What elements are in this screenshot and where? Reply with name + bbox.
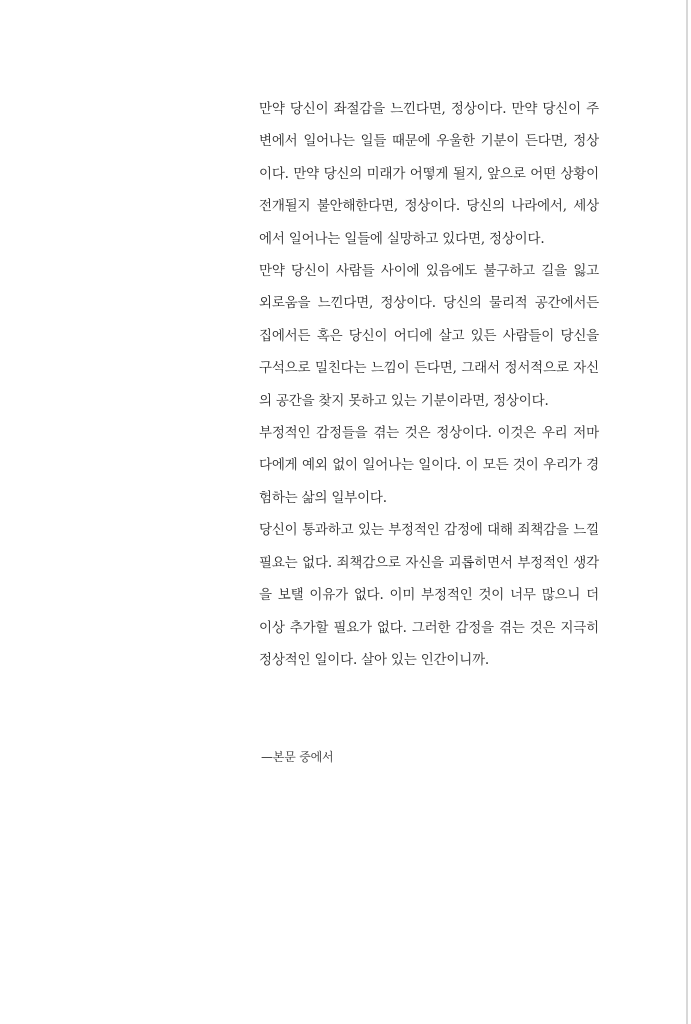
paragraph-4: 당신이 통과하고 있는 부정적인 감정에 대해 죄책감을 느낄 필요는 없다. 죄책감으로 자신을 괴롭히면서 부정적인 생각을 보탤 이유가 없다. 이미 부정적인 것이 너무 많으니 더 이상 추가할 필요가 없다. 그러한 감정을 겪는 것은 지극히 정상적인 일이다. 살아 있는 인간이니까. xyxy=(259,522,599,668)
paragraph-3: 부정적인 감정들을 겪는 것은 정상이다. 이것은 우리 저마다에게 예외 없이 일어나는 일이다. 이 모든 것이 우리가 경험하는 삶의 일부이다. xyxy=(259,425,599,506)
paragraph-1: 만약 당신이 좌절감을 느낀다면, 정상이다. 만약 당신이 주변에서 일어나는 일들 때문에 우울한 기분이 든다면, 정상이다. 만약 당신의 미래가 어떻게 될지, 앞으로 어떤 상황이 전개될지 불안해한다면, 정상이다. 당신의 나라에서, 세상에서 일어나는 일들에 실망하고 있다면, 정상이다. xyxy=(259,101,599,247)
paragraph-2: 만약 당신이 사람들 사이에 있음에도 불구하고 길을 잃고 외로움을 느낀다면, 정상이다. 당신의 물리적 공간에서든 집에서든 혹은 당신이 어디에 살고 있든 사람들이 당신을 구석으로 밀친다는 느낌이 든다면, 그래서 정서적으로 자신의 공간을 찾지 못하고 있는 기분이라면, 정상이다. xyxy=(259,263,599,409)
body-text xyxy=(259,93,599,676)
source-attribution: —본문 중에서 xyxy=(261,750,334,764)
